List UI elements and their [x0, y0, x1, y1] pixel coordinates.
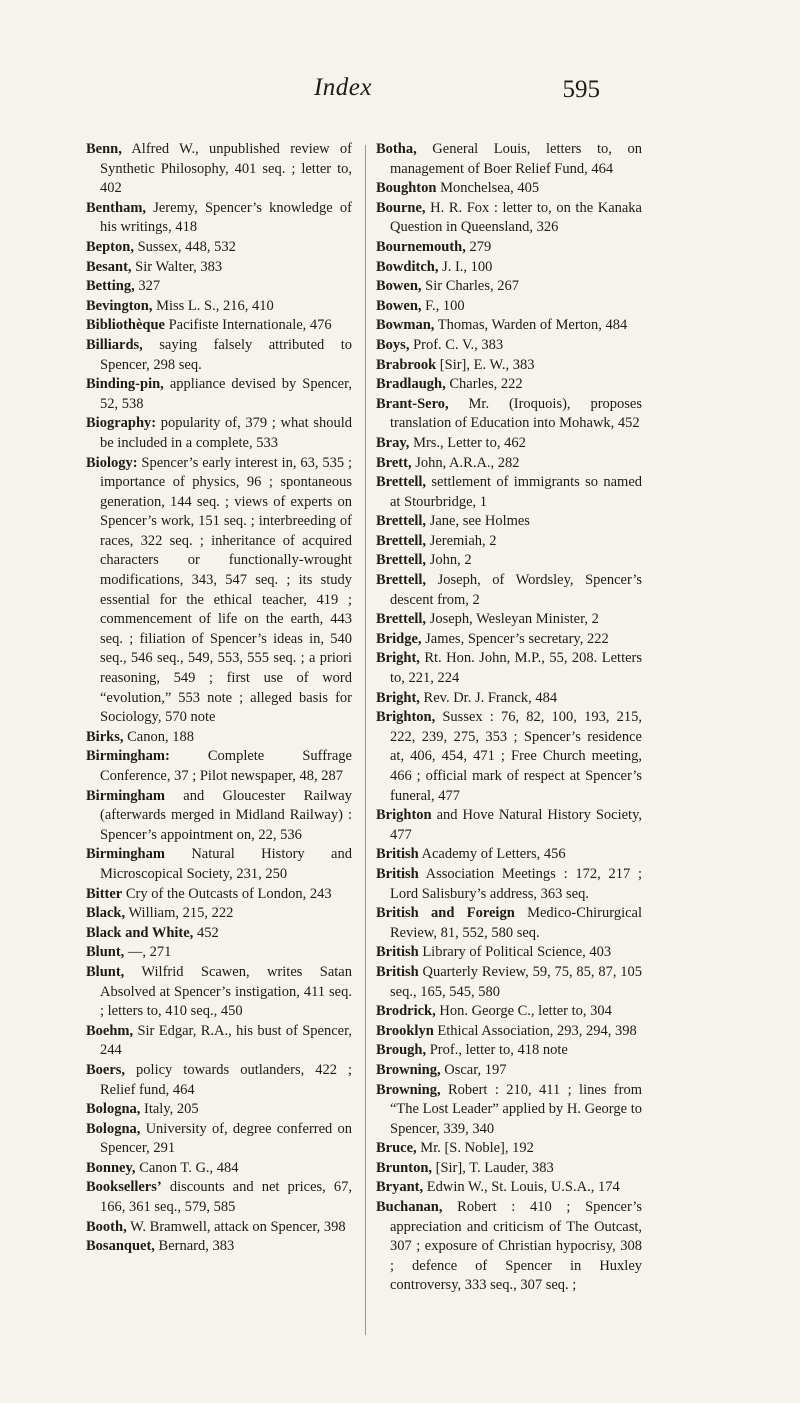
index-references: Canon, 188	[123, 728, 194, 745]
index-entry	[376, 512, 642, 532]
index-references: Sir Edgar, R.A., his bust of Spencer, 244	[100, 1022, 352, 1059]
index-term: Biography:	[86, 415, 157, 432]
index-term: Booth,	[86, 1218, 127, 1235]
index-references: settlement of immigrants so named at Stourbridge, 1	[390, 474, 642, 510]
index-references: Thomas, Warden of Merton, 484	[434, 317, 628, 334]
index-term: Booksellers’	[86, 1179, 162, 1196]
index-references: W. Bramwell, attack on Spencer, 398	[126, 1218, 346, 1235]
index-term: Birmingham:	[86, 748, 170, 765]
index-term: Brett,	[376, 454, 412, 471]
index-term: Botha,	[376, 141, 417, 157]
index-term: Bowen,	[376, 297, 422, 314]
index-term: Bruce,	[376, 1140, 417, 1157]
index-references: Jane, see Holmes	[426, 513, 530, 530]
index-term: Bowman,	[376, 317, 435, 334]
index-term: Boys,	[376, 336, 410, 353]
index-term: British and Foreign	[376, 905, 515, 922]
index-references: Library of Political Science, 403	[418, 944, 612, 961]
index-term: Billiards,	[86, 336, 143, 353]
index-term: Besant,	[86, 258, 132, 275]
index-references: Sussex : 76, 82, 100, 193, 215, 222, 239, 275, 353 ; Spencer’s residence at, 406, 454, 471 ; Free Church meeting, 466 ; official mark of respect at Spencer’s funeral, 477	[390, 709, 642, 804]
index-entry	[376, 199, 642, 238]
index-references: Spencer’s early interest in, 63, 535 ; importance of physics, 96 ; spontaneous generation, 144 seq. ; views of experts on Spencer’s work, 151 seq. ; interbreeding of races, 322 seq. ; inheritance of acquired characters or functionally-wrought modifications, 343, 547 seq. ; its study essential for the ethical teacher, 419 ; commencement of life on the earth, 443 seq. ; filiation of Spencer’s ideas in, 540 seq., 546 seq., 549, 553, 555 seq. ; a priori reasoning, 549 ; first use of word “evolution,” 553 note ; alleged basis for Sociology, 570 note	[100, 454, 352, 726]
index-term: Bournemouth,	[376, 238, 466, 255]
index-term: British	[376, 865, 419, 882]
index-references: Charles, 222	[445, 376, 523, 393]
index-references: Medico-Chirurgical Review, 81, 552, 580 seq.	[390, 905, 642, 941]
page-number: 595	[562, 76, 600, 103]
index-entry	[376, 845, 642, 865]
index-term: Brettell,	[376, 532, 427, 549]
index-references: Hon. George C., letter to, 304	[435, 1003, 612, 1020]
index-references: Bernard, 383	[154, 1238, 235, 1255]
index-term: Brooklyn	[376, 1022, 434, 1039]
index-references: Edwin W., St. Louis, U.S.A., 174	[423, 1179, 620, 1196]
index-term: Boughton	[376, 180, 437, 197]
index-entry	[376, 336, 642, 356]
index-entry	[86, 199, 352, 238]
index-entry	[86, 1218, 352, 1238]
index-entry	[376, 943, 642, 963]
index-references: Joseph, of Wordsley, Spencer’s descent from, 2	[390, 572, 642, 608]
index-references: Italy, 205	[140, 1101, 199, 1118]
index-references: Academy of Letters, 456	[418, 846, 566, 863]
index-entry	[376, 806, 642, 845]
index-references: Robert : 210, 411 ; lines from “The Lost Leader” applied by H. George to Spencer, 339, 340	[390, 1081, 642, 1137]
index-entry	[376, 434, 642, 454]
index-term: Birks,	[86, 728, 124, 745]
index-entry	[376, 532, 642, 552]
index-references: Mr. (Iroquois), proposes translation of Education into Mohawk, 452	[390, 395, 642, 432]
index-references: Pacifiste Internationale, 476	[164, 317, 332, 334]
index-entry	[376, 258, 642, 278]
index-references: popularity of, 379 ; what should be included in a complete, 533	[100, 415, 352, 451]
index-term: Brettell,	[376, 513, 427, 530]
index-entry	[86, 845, 352, 884]
index-entry	[86, 943, 352, 963]
index-entry	[376, 277, 642, 297]
index-entry	[86, 904, 352, 924]
index-entry	[86, 375, 352, 414]
index-entry	[376, 454, 642, 474]
index-entry	[376, 179, 642, 199]
index-entry	[86, 1100, 352, 1120]
index-references: [Sir], E. W., 383	[436, 356, 535, 373]
index-term: Bentham,	[86, 199, 147, 216]
running-title: Index	[313, 74, 373, 101]
index-entry	[376, 551, 642, 571]
index-entry	[376, 689, 642, 709]
index-references: William, 215, 222	[125, 905, 234, 922]
index-term: Bryant,	[376, 1179, 424, 1196]
index-references: James, Spencer’s secretary, 222	[421, 630, 609, 647]
index-references: J. I., 100	[438, 258, 493, 275]
index-entry	[86, 1178, 352, 1217]
index-entry	[376, 1022, 642, 1042]
index-entry	[86, 1237, 352, 1257]
index-entry	[86, 277, 352, 297]
index-references: appliance devised by Spencer, 52, 538	[100, 376, 352, 412]
index-term: Brighton	[376, 807, 432, 824]
index-entry	[376, 610, 642, 630]
index-references: Sir Walter, 383	[131, 258, 223, 275]
index-term: Bevington,	[86, 297, 153, 314]
index-term: Bepton,	[86, 238, 134, 255]
index-entry	[376, 1061, 642, 1081]
index-references: saying falsely attributed to Spencer, 298 seq.	[100, 336, 352, 373]
index-entry	[376, 708, 642, 806]
index-references: University of, degree conferred on Spencer, 291	[100, 1120, 352, 1157]
index-term: Bonney,	[86, 1159, 136, 1176]
index-term: Browning,	[376, 1081, 441, 1098]
index-term: Brighton,	[376, 709, 436, 726]
index-entry	[376, 1002, 642, 1022]
index-references: Wilfrid Scawen, writes Satan Absolved at Spencer’s instigation, 411 seq. ; letters to, 410 seq., 450	[100, 963, 352, 1020]
index-entry	[376, 356, 642, 376]
index-references: [Sir], T. Lauder, 383	[432, 1159, 554, 1176]
index-entry	[86, 885, 352, 905]
index-entry	[86, 258, 352, 278]
column-divider	[365, 145, 366, 1335]
index-references: Mr. [S. Noble], 192	[416, 1140, 534, 1157]
index-entry	[86, 924, 352, 944]
index-entry	[86, 1159, 352, 1179]
index-references: discounts and net prices, 67, 166, 361 seq., 579, 585	[100, 1179, 352, 1216]
index-term: Blunt,	[86, 963, 125, 980]
index-term: Brettell,	[376, 552, 427, 569]
index-references: 452	[193, 924, 219, 941]
index-references: Association Meetings : 172, 217 ; Lord Salisbury’s address, 363 seq.	[390, 865, 642, 902]
index-term: Bright,	[376, 689, 420, 706]
index-references: Quarterly Review, 59, 75, 85, 87, 105 seq., 165, 545, 580	[390, 963, 642, 1000]
index-term: Brodrick,	[376, 1003, 436, 1020]
index-term: Birmingham	[86, 846, 165, 863]
index-term: Bosanquet,	[86, 1238, 155, 1255]
index-references: John, 2	[426, 552, 472, 569]
index-references: and Hove Natural History Society, 477	[390, 807, 642, 843]
index-references: Sussex, 448, 532	[133, 238, 236, 255]
index-entry	[376, 1198, 642, 1296]
index-term: Brettell,	[376, 572, 427, 589]
index-entry	[86, 728, 352, 748]
index-term: Bridge,	[376, 630, 422, 647]
index-term: Bright,	[376, 650, 420, 667]
index-references: Prof. C. V., 383	[409, 336, 504, 353]
index-term: Brettell,	[376, 611, 427, 628]
index-references: H. R. Fox : letter to, on the Kanaka Question in Queensland, 326	[390, 199, 642, 236]
index-term: Buchanan,	[376, 1199, 443, 1216]
index-entry	[376, 297, 642, 317]
index-term: Bitter	[86, 885, 123, 902]
index-references: Jeremy, Spencer’s knowledge of his writings, 418	[100, 199, 352, 236]
index-term: Boehm,	[86, 1022, 134, 1039]
index-entry	[376, 140, 642, 179]
index-term: Bowen,	[376, 278, 422, 295]
index-entry	[86, 297, 352, 317]
index-entry	[376, 316, 642, 336]
index-term: Browning,	[376, 1061, 441, 1078]
index-term: Benn,	[86, 141, 122, 157]
index-references: Monchelsea, 405	[436, 180, 540, 197]
index-term: Bibliothèque	[86, 317, 165, 334]
index-entry	[86, 336, 352, 375]
index-term: Birmingham	[86, 787, 165, 804]
index-references: Rev. Dr. J. Franck, 484	[419, 689, 558, 706]
index-term: Black,	[86, 905, 126, 922]
index-term: British	[376, 846, 419, 863]
index-term: Binding-pin,	[86, 376, 164, 393]
index-term: Bologna,	[86, 1120, 141, 1137]
index-references: Canon T. G., 484	[135, 1159, 239, 1176]
index-entry	[86, 1120, 352, 1159]
index-references: Joseph, Wesleyan Minister, 2	[426, 611, 599, 628]
index-term: Bray,	[376, 434, 410, 451]
index-references: Cry of the Outcasts of London, 243	[122, 885, 332, 902]
index-entry	[376, 865, 642, 904]
index-references: Mrs., Letter to, 462	[409, 434, 526, 451]
index-references: 279	[465, 238, 492, 255]
index-references: Oscar, 197	[440, 1061, 507, 1078]
index-entry	[376, 1159, 642, 1179]
index-references: General Louis, letters to, on management of Boer Relief Fund, 464	[390, 141, 642, 177]
index-references: Prof., letter to, 418 note	[426, 1042, 568, 1059]
index-references: policy towards outlanders, 422 ; Relief fund, 464	[100, 1061, 352, 1098]
index-references: John, A.R.A., 282	[411, 454, 520, 471]
index-term: Brettell,	[376, 474, 427, 491]
index-entry	[86, 414, 352, 453]
index-term: Bradlaugh,	[376, 376, 446, 393]
index-term: Brabrook	[376, 356, 437, 373]
index-references: Miss L. S., 216, 410	[152, 297, 274, 314]
index-references: Complete Suffrage Conference, 37 ; Pilot newspaper, 48, 287	[100, 748, 352, 784]
index-entry	[86, 316, 352, 336]
page-header	[86, 68, 600, 108]
index-entry	[376, 963, 642, 1002]
index-term: British	[376, 944, 419, 961]
index-references: Natural History and Microscopical Society, 231, 250	[100, 846, 352, 882]
index-term: Betting,	[86, 278, 135, 295]
index-entry	[86, 747, 352, 786]
index-entry	[376, 238, 642, 258]
index-references: Alfred W., unpublished review of Synthetic Philosophy, 401 seq. ; letter to, 402	[100, 141, 352, 197]
index-entry	[376, 375, 642, 395]
index-references: Ethical Association, 293, 294, 398	[433, 1022, 637, 1039]
index-references: Jeremiah, 2	[426, 532, 497, 549]
index-references: 327	[134, 278, 161, 295]
index-entry	[376, 1139, 642, 1159]
index-term: Blunt,	[86, 944, 125, 961]
index-references: —, 271	[124, 944, 172, 961]
index-term: Black and White,	[86, 924, 194, 941]
index-column-right	[376, 140, 642, 1296]
index-term: Brough,	[376, 1042, 427, 1059]
index-entry	[86, 238, 352, 258]
index-entry	[376, 571, 642, 610]
index-term: Bologna,	[86, 1101, 141, 1118]
index-term: Brunton,	[376, 1159, 433, 1176]
index-entry	[86, 963, 352, 1022]
index-column-left	[86, 140, 352, 1257]
index-references: Rt. Hon. John, M.P., 55, 208. Letters to, 221, 224	[390, 650, 642, 687]
index-term: Biology:	[86, 454, 138, 471]
index-entry	[376, 649, 642, 688]
index-entry	[376, 630, 642, 650]
index-entry	[376, 1081, 642, 1140]
index-references: F., 100	[421, 297, 465, 314]
index-entry	[86, 140, 352, 199]
index-term: Brant-Sero,	[376, 395, 449, 412]
index-entry	[86, 1061, 352, 1100]
index-term: Boers,	[86, 1061, 126, 1078]
index-references: and Gloucester Railway (afterwards merged in Midland Railway) : Spencer’s appointment on, 22, 536	[100, 787, 352, 843]
index-entry	[86, 454, 352, 728]
index-entry	[376, 904, 642, 943]
index-entry	[376, 395, 642, 434]
index-references: Robert : 410 ; Spencer’s appreciation and criticism of The Outcast, 307 ; exposure of Christian hypocrisy, 308 ; defence of Spencer in Huxley controversy, 333 seq., 307 seq. ;	[390, 1199, 642, 1294]
index-term: Bowditch,	[376, 258, 439, 275]
index-entry	[376, 473, 642, 512]
index-entry	[376, 1041, 642, 1061]
index-entry	[376, 1178, 642, 1198]
index-term: British	[376, 963, 419, 980]
index-entry	[86, 787, 352, 846]
index-entry	[86, 1022, 352, 1061]
index-term: Bourne,	[376, 199, 426, 216]
index-references: Sir Charles, 267	[421, 278, 519, 295]
